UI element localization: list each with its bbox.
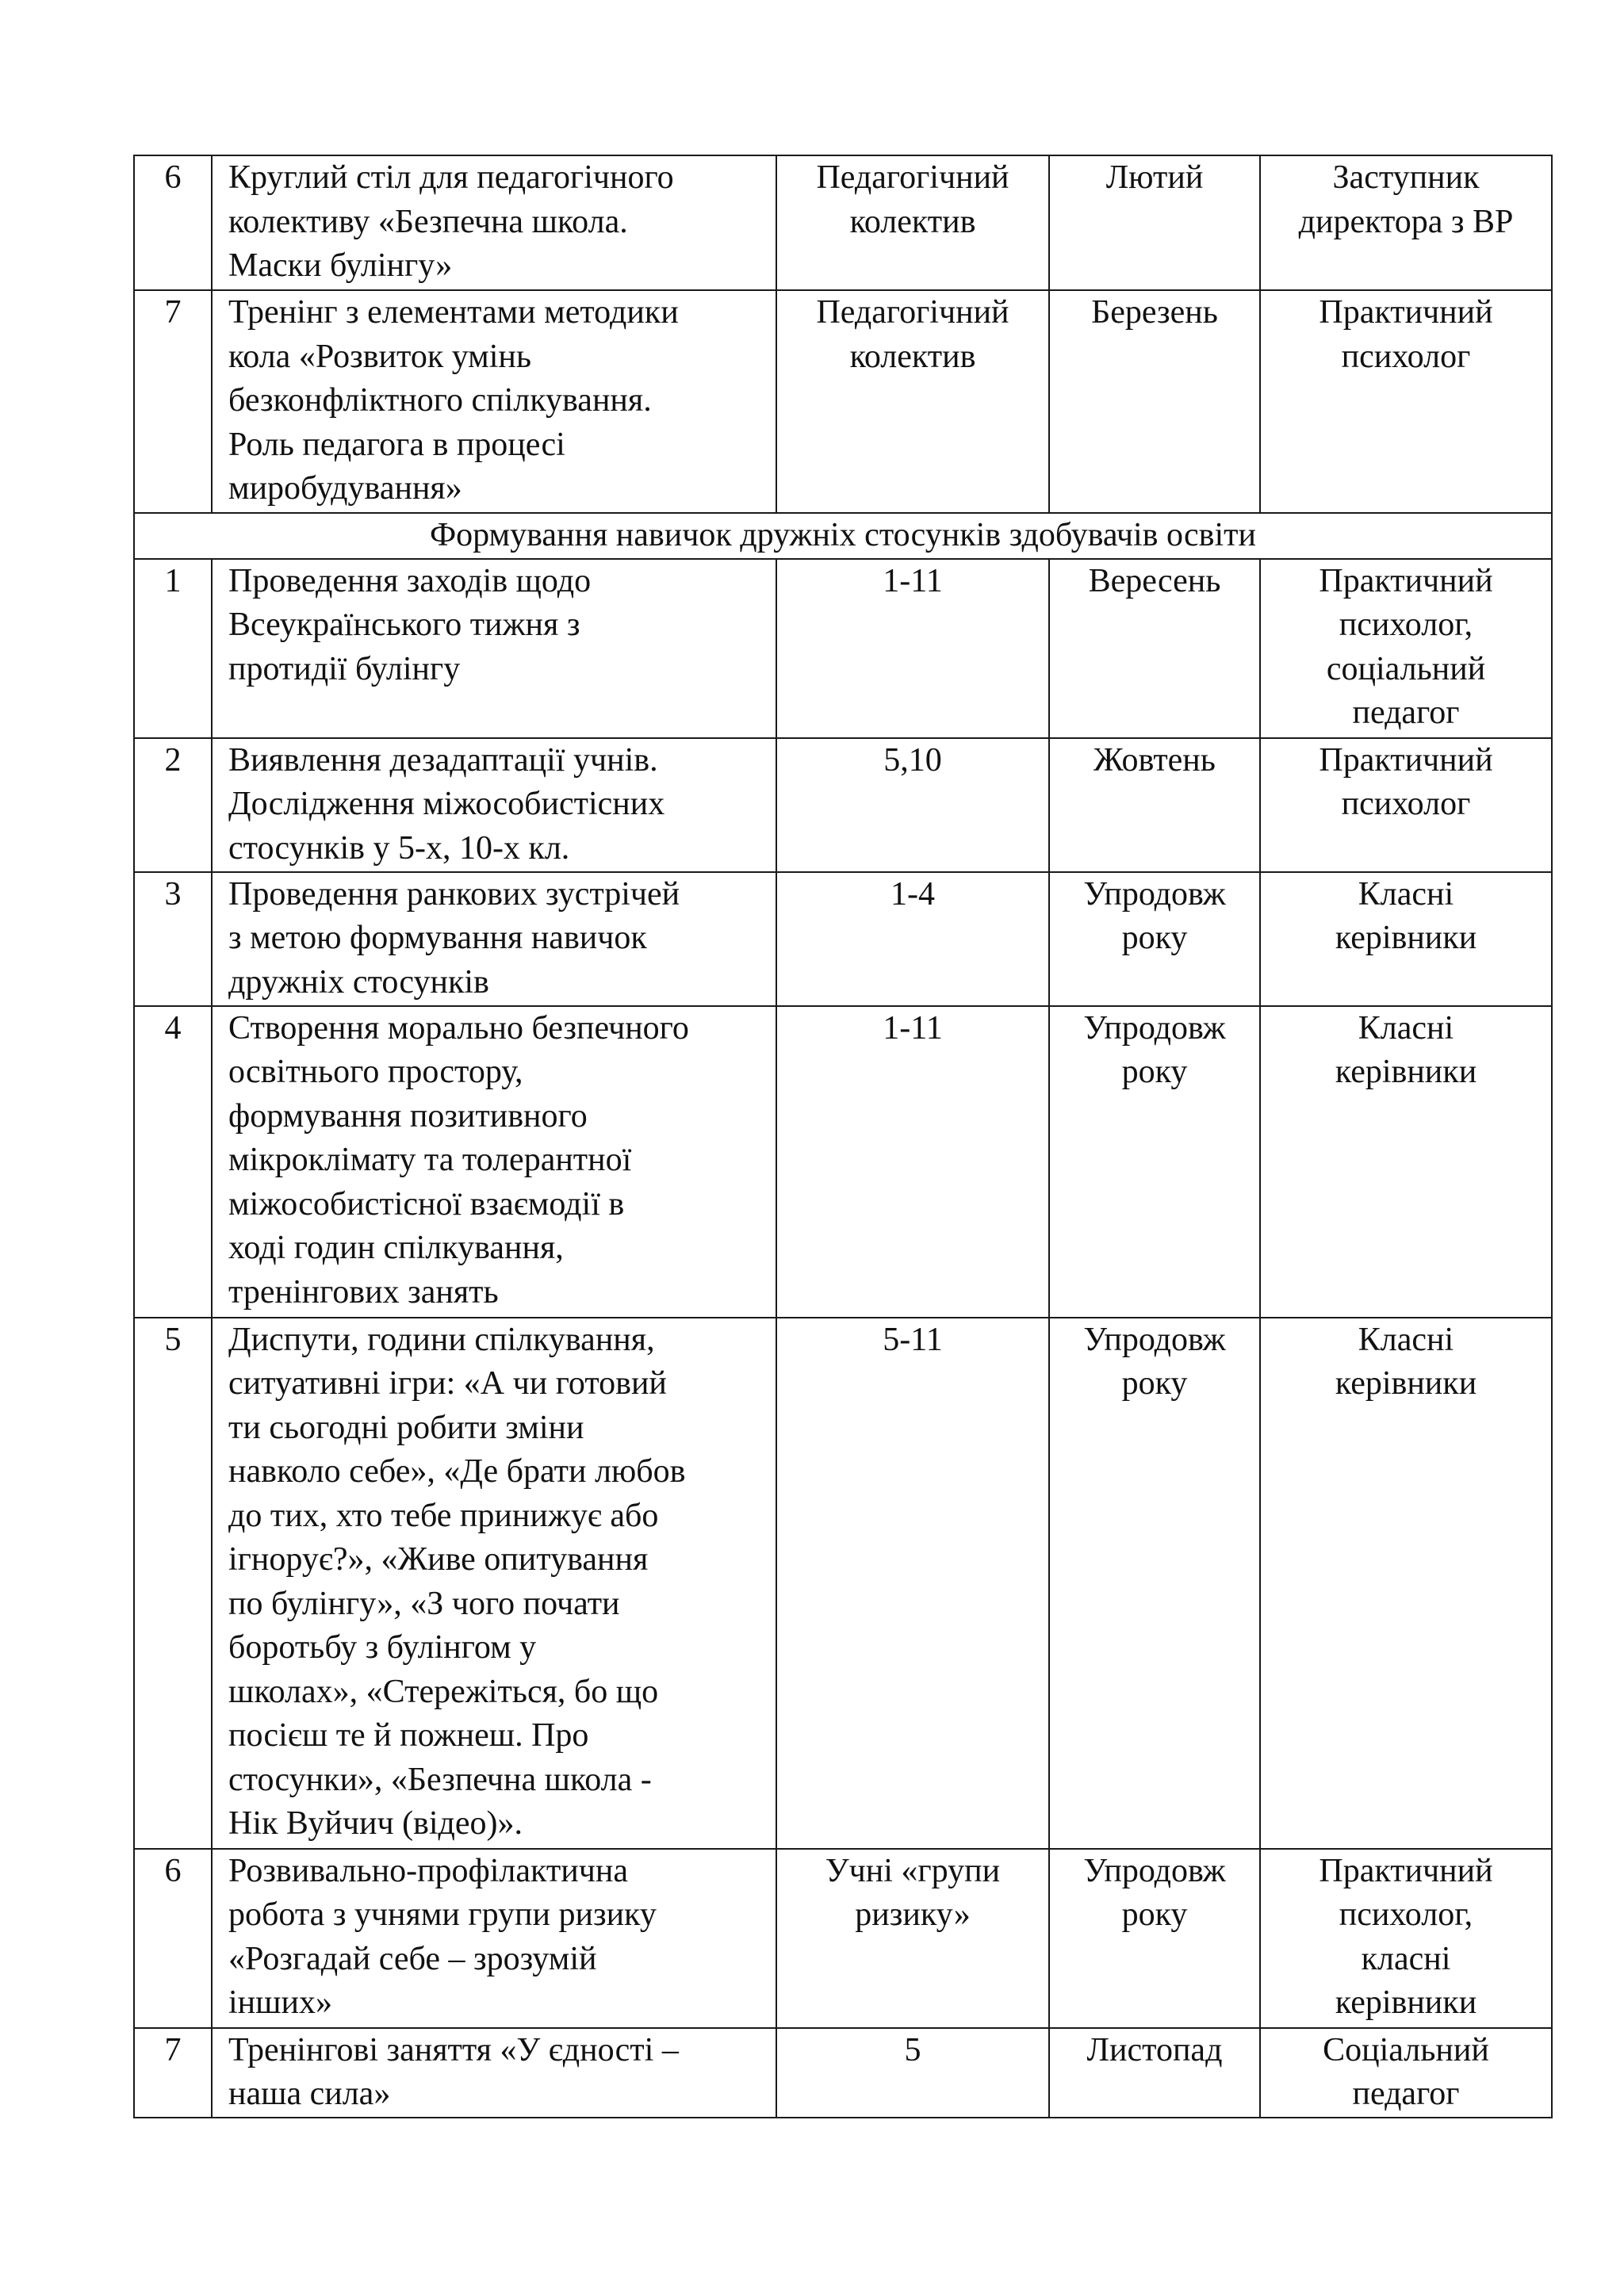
term: Упродовж року [1049,1006,1260,1318]
target-audience: 5-11 [776,1318,1049,1849]
responsible: Практичний психолог, соціальний педагог [1260,559,1552,738]
target-audience: Педагогічний колектив [776,155,1049,290]
table-row [134,155,1552,290]
term: Вересень [1049,559,1260,738]
target-audience: Учні «групи ризику» [776,1849,1049,2028]
section-title: Формування навичок дружніх стосунків здобувачів освіти [134,513,1552,559]
document-page [133,155,1551,2118]
event-description: Тренінгові заняття «У єдності – наша сила» [212,2028,776,2118]
responsible: Соціальний педагог [1260,2028,1552,2118]
responsible: Практичний психолог, класні керівники [1260,1849,1552,2028]
term: Упродовж року [1049,1318,1260,1849]
event-description: Проведення ранкових зустрічей з метою формування навичок дружніх стосунків [212,872,776,1006]
table-row [134,559,1552,738]
row-number: 3 [134,872,212,1006]
row-number: 6 [134,155,212,290]
table-row [134,872,1552,1006]
term: Жовтень [1049,738,1260,872]
table-row [134,1006,1552,1318]
activity-plan-table [133,155,1553,2118]
responsible: Практичний психолог [1260,738,1552,872]
row-number: 7 [134,290,212,513]
term: Упродовж року [1049,872,1260,1006]
event-description: Розвивально-профілактична робота з учнями групи ризику «Розгадай себе – зрозумій інших» [212,1849,776,2028]
term: Упродовж року [1049,1849,1260,2028]
table-row [134,1318,1552,1849]
event-description: Проведення заходів щодо Всеукраїнського тижня з протидії булінгу [212,559,776,738]
table-row [134,2028,1552,2118]
target-audience: 1-4 [776,872,1049,1006]
term: Лютий [1049,155,1260,290]
target-audience: Педагогічний колектив [776,290,1049,513]
event-description: Тренінг з елементами методики кола «Розвиток умінь безконфліктного спілкування. Роль педагога в процесі миробудування» [212,290,776,513]
target-audience: 1-11 [776,559,1049,738]
row-number: 1 [134,559,212,738]
responsible: Заступник директора з ВР [1260,155,1552,290]
row-number: 5 [134,1318,212,1849]
target-audience: 5 [776,2028,1049,2118]
event-description: Створення морально безпечного освітнього простору, формування позитивного мікроклімату та толерантної міжособистісної взаємодії в ході годин спілкування, тренінгових занять [212,1006,776,1318]
responsible: Класні керівники [1260,1006,1552,1318]
event-description: Виявлення дезадаптації учнів. Дослідження міжособистісних стосунків у 5-х, 10-х кл. [212,738,776,872]
event-description: Диспути, години спілкування, ситуативні ігри: «А чи готовий ти сьогодні робити зміни навколо себе», «Де брати любов до тих, хто тебе принижує або ігнорує?», «Живе опитування по булінгу», «З чого почати боротьбу з булінгом у школах», «Стережіться, бо що посієш те й пожнеш. Про стосунки», «Безпечна школа - Нік Вуйчич (відео)». [212,1318,776,1849]
event-description: Круглий стіл для педагогічного колективу «Безпечна школа. Маски булінгу» [212,155,776,290]
term: Листопад [1049,2028,1260,2118]
section-header-row [134,513,1552,559]
row-number: 4 [134,1006,212,1318]
row-number: 7 [134,2028,212,2118]
table-row [134,738,1552,872]
term: Березень [1049,290,1260,513]
responsible: Класні керівники [1260,872,1552,1006]
row-number: 6 [134,1849,212,2028]
responsible: Класні керівники [1260,1318,1552,1849]
table-row [134,290,1552,513]
table-row [134,1849,1552,2028]
row-number: 2 [134,738,212,872]
target-audience: 5,10 [776,738,1049,872]
responsible: Практичний психолог [1260,290,1552,513]
target-audience: 1-11 [776,1006,1049,1318]
table-body [134,155,1552,2118]
